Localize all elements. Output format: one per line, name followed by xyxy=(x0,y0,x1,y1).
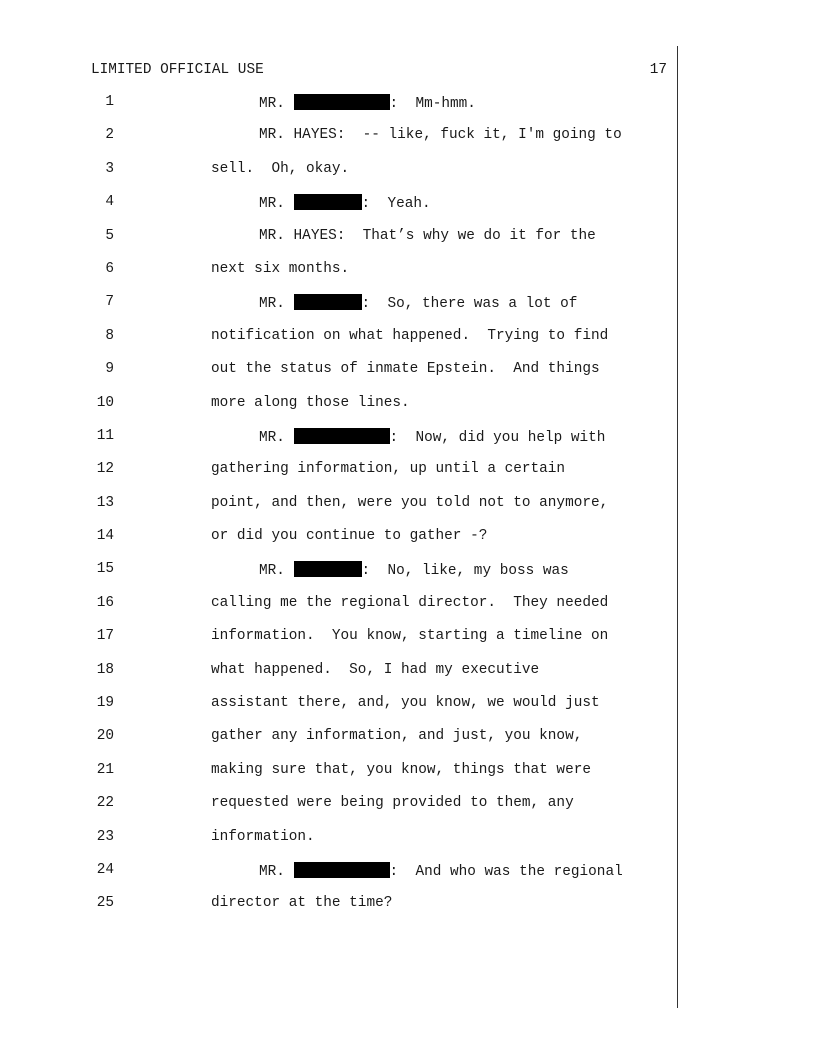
line-number: 7 xyxy=(105,294,114,311)
speaker-statement: : And who was the regional xyxy=(389,863,623,880)
transcript-line xyxy=(0,662,816,695)
speaker-prefix: MR. xyxy=(259,196,294,213)
redacted-name xyxy=(294,428,390,444)
line-number: 3 xyxy=(105,160,114,177)
speaker-statement: : No, like, my boss was xyxy=(361,563,569,580)
transcript-line xyxy=(0,561,816,594)
line-number: 23 xyxy=(96,828,114,845)
transcript-line xyxy=(0,94,816,127)
transcript-line xyxy=(0,294,816,327)
redacted-name xyxy=(294,561,362,577)
speaker-prefix: MR. xyxy=(259,563,294,580)
transcript-line xyxy=(0,528,816,561)
line-text xyxy=(259,294,577,312)
line-text: notification on what happened. Trying to find xyxy=(211,327,609,344)
line-number: 4 xyxy=(105,194,114,211)
line-text: director at the time? xyxy=(211,895,393,912)
line-number: 5 xyxy=(105,227,114,244)
line-number: 8 xyxy=(105,327,114,344)
transcript-line xyxy=(0,762,816,795)
speaker-statement: : Now, did you help with xyxy=(389,429,606,446)
speaker-prefix: MR. xyxy=(259,296,294,313)
redacted-name xyxy=(294,294,362,310)
line-text xyxy=(259,194,431,212)
transcript-line xyxy=(0,495,816,528)
transcript-line xyxy=(0,228,816,261)
line-number: 14 xyxy=(96,528,114,545)
line-text: or did you continue to gather -? xyxy=(211,528,488,545)
transcript-line xyxy=(0,595,816,628)
line-number: 16 xyxy=(96,594,114,611)
line-number: 18 xyxy=(96,661,114,678)
line-text: assistant there, and, you know, we would just xyxy=(211,695,600,712)
line-text: MR. HAYES: -- like, fuck it, I'm going to xyxy=(259,127,622,144)
line-text: next six months. xyxy=(211,260,350,277)
line-number: 17 xyxy=(96,628,114,645)
speaker-statement: : So, there was a lot of xyxy=(361,296,578,313)
line-text: making sure that, you know, things that were xyxy=(211,761,591,778)
line-text: information. xyxy=(211,828,315,845)
line-number: 15 xyxy=(96,561,114,578)
line-text xyxy=(259,428,605,446)
line-number: 6 xyxy=(105,260,114,277)
transcript-line xyxy=(0,895,816,928)
line-text xyxy=(259,94,476,112)
transcript-line xyxy=(0,862,816,895)
classification-label: LIMITED OFFICIAL USE xyxy=(91,62,264,78)
transcript-line xyxy=(0,628,816,661)
transcript-line xyxy=(0,328,816,361)
speaker-statement: : Yeah. xyxy=(361,196,431,213)
line-number: 22 xyxy=(96,795,114,812)
speaker-statement: : Mm-hmm. xyxy=(389,96,476,112)
line-number: 9 xyxy=(105,361,114,378)
transcript-line xyxy=(0,261,816,294)
line-number: 1 xyxy=(105,94,114,110)
line-text xyxy=(259,862,623,880)
line-text: gathering information, up until a certain xyxy=(211,461,566,478)
transcript-line xyxy=(0,127,816,160)
line-number: 11 xyxy=(96,427,114,444)
line-number: 24 xyxy=(96,861,114,878)
transcript-line xyxy=(0,461,816,494)
line-text xyxy=(259,561,569,579)
transcript-line xyxy=(0,695,816,728)
transcript-line xyxy=(0,194,816,227)
line-text: out the status of inmate Epstein. And things xyxy=(211,361,600,378)
transcript-line xyxy=(0,428,816,461)
line-number: 2 xyxy=(105,127,114,144)
line-text: more along those lines. xyxy=(211,394,410,411)
line-text: what happened. So, I had my executive xyxy=(211,661,540,678)
line-text: sell. Oh, okay. xyxy=(211,160,350,177)
transcript-line xyxy=(0,161,816,194)
speaker-prefix: MR. xyxy=(259,863,294,880)
line-text: information. You know, starting a timeline on xyxy=(211,628,609,645)
line-number: 10 xyxy=(96,394,114,411)
transcript-line xyxy=(0,795,816,828)
line-text: gather any information, and just, you know, xyxy=(211,728,583,745)
transcript-line xyxy=(0,361,816,394)
line-text: point, and then, were you told not to anymore, xyxy=(211,494,609,511)
line-number: 19 xyxy=(96,695,114,712)
line-number: 21 xyxy=(96,761,114,778)
page-header xyxy=(91,62,667,80)
transcript-line xyxy=(0,728,816,761)
transcript-line xyxy=(0,829,816,862)
speaker-prefix: MR. xyxy=(259,429,294,446)
line-number: 12 xyxy=(96,461,114,478)
speaker-prefix: MR. xyxy=(259,96,294,112)
line-number: 20 xyxy=(96,728,114,745)
redacted-name xyxy=(294,862,390,878)
line-text: calling me the regional director. They needed xyxy=(211,594,609,611)
line-text: MR. HAYES: That’s why we do it for the xyxy=(259,227,596,244)
transcript-line xyxy=(0,395,816,428)
line-number: 13 xyxy=(96,494,114,511)
redacted-name xyxy=(294,94,390,110)
transcript-body xyxy=(0,94,816,929)
redacted-name xyxy=(294,194,362,210)
line-number: 25 xyxy=(96,895,114,912)
page-number: 17 xyxy=(649,62,667,78)
line-text: requested were being provided to them, any xyxy=(211,795,574,812)
